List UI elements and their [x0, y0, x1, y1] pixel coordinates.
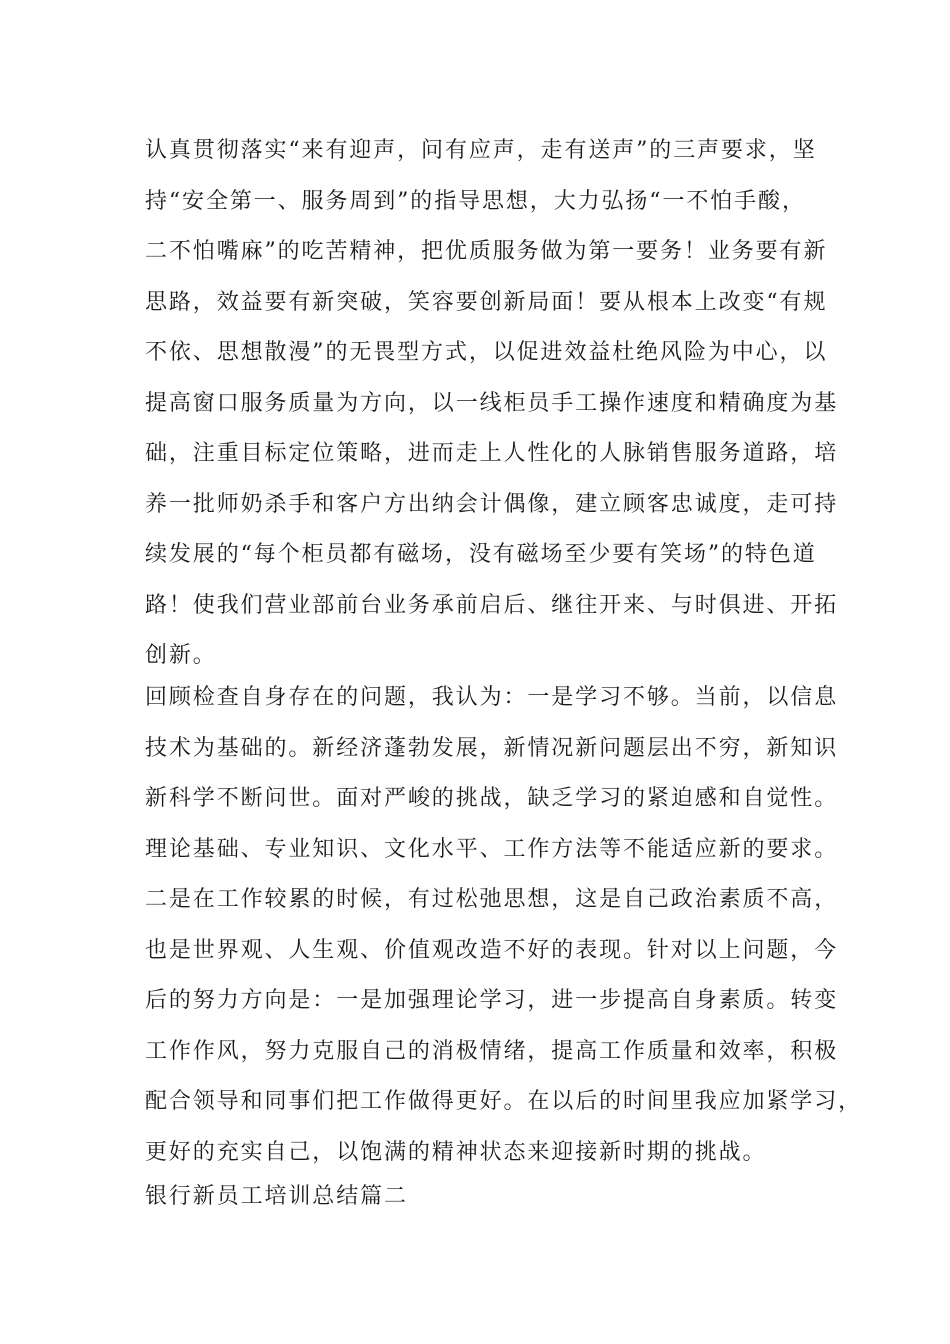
section-heading-text: 银行新员工培训总结篇二: [145, 1184, 408, 1209]
paragraph-line: 工作作风，努力克服自己的消极情绪，提高工作质量和效率，积极: [145, 1038, 839, 1064]
paragraph-line: 后的努力方向是：一是加强理论学习，进一步提高自身素质。转变: [145, 988, 839, 1013]
paragraph-line: 续发展的“每个柜员都有磁场，没有磁场至少要有笑场”的特色道: [145, 542, 817, 567]
paragraph-line: 理论基础、专业知识、文化水平、工作方法等不能适应新的要求。: [145, 836, 839, 862]
paragraph-line: 提高窗口服务质量为方向，以一线柜员手工操作速度和精确度为基: [145, 390, 839, 416]
paragraph-line: 持“安全第一、服务周到”的指导思想，大力弘扬“一不怕手酸，: [145, 188, 806, 214]
paragraph-line: 回顾检查自身存在的问题，我认为：一是学习不够。当前，以信息: [145, 685, 839, 710]
paragraph-line: 认真贯彻落实“来有迎声，问有应声，走有送声”的三声要求，坚: [145, 138, 817, 163]
paragraph-line: 不依、思想散漫”的无畏型方式，以促进效益杜绝风险为中心，以: [145, 340, 828, 365]
paragraph-line: 路！使我们营业部前台业务承前启后、继往开来、与时俱进、开拓: [145, 592, 839, 618]
paragraph-line: 养一批师奶杀手和客户方出纳会计偶像，建立顾客忠诚度，走可持: [145, 491, 839, 517]
paragraph-line: 更好的充实自己，以饱满的精神状态来迎接新时期的挑战。: [145, 1139, 767, 1165]
paragraph-line: 也是世界观、人生观、价值观改造不好的表现。针对以上问题，今: [145, 937, 839, 963]
paragraph-line: 础，注重目标定位策略，进而走上人性化的人脉销售服务道路，培: [145, 441, 839, 466]
paragraph-line: 思路，效益要有新突破，笑容要创新局面！要从根本上改变“有规: [145, 289, 828, 315]
section-heading: [145, 1172, 825, 1223]
paragraph-self-review: [145, 673, 863, 1178]
paragraph-line: 二不怕嘴麻”的吃苦精神，把优质服务做为第一要务！业务要有新: [145, 239, 828, 264]
paragraph-service-requirements: [145, 126, 839, 682]
paragraph-line: 配合领导和同事们把工作做得更好。在以后的时间里我应加紧学习，: [145, 1089, 863, 1114]
paragraph-line: 技术为基础的。新经济蓬勃发展，新情况新问题层出不穷，新知识: [145, 735, 839, 761]
paragraph-line: 新科学不断问世。面对严峻的挑战，缺乏学习的紧迫感和自觉性。: [145, 786, 839, 811]
paragraph-line: 二是在工作较累的时候，有过松弛思想，这是自己政治素质不高，: [145, 887, 839, 912]
paragraph-line: 创新。: [145, 643, 217, 668]
